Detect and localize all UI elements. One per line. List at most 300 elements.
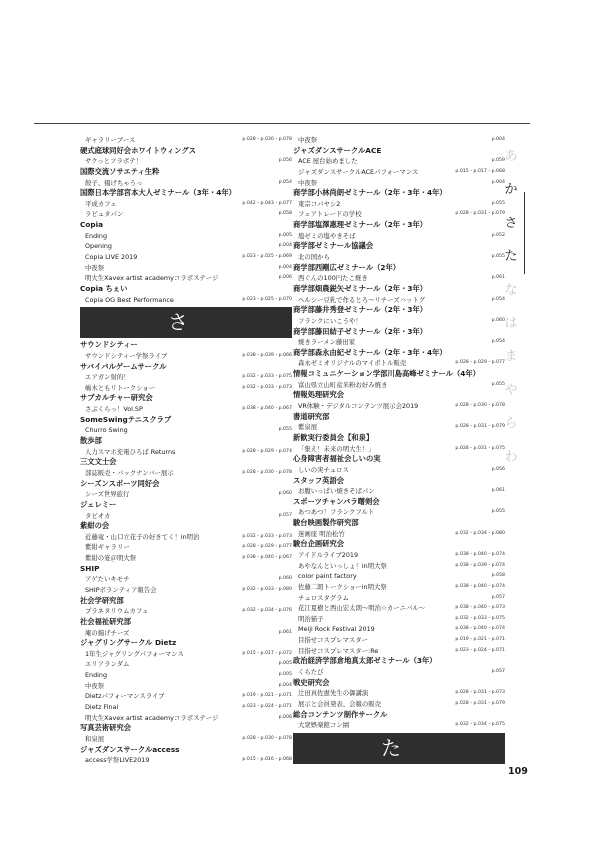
group-title: サウンドシティー	[80, 340, 138, 350]
page-refs: p.023・p.025・p.069	[242, 254, 292, 260]
group-title: 商学部小林尚朗ゼミナール（2年・3年・4年）	[293, 188, 447, 198]
event-entry	[80, 468, 292, 479]
page-refs: p.004	[491, 179, 505, 185]
group-name	[293, 263, 505, 274]
page-refs: p.061	[491, 488, 505, 494]
page-refs: p.038・p.040・p.073	[455, 605, 505, 611]
kana-index-8[interactable]: ら	[504, 416, 518, 432]
event-title: ラピュタパン	[85, 210, 124, 219]
event-title: 庵の揚げチーズ	[85, 628, 130, 637]
index-column-right	[293, 135, 505, 766]
page-refs: p.028・p.030・p.078	[242, 735, 292, 741]
event-title: 中夜祭	[298, 178, 318, 187]
page-refs: p.054	[278, 179, 292, 185]
event-title: 北の国から	[298, 253, 330, 262]
page-refs: p.004	[278, 243, 292, 249]
page-refs: p.057	[491, 669, 505, 675]
group-name	[80, 146, 292, 157]
event-title: さぶくらっ！Vol.SP	[85, 405, 143, 414]
group-name	[80, 723, 292, 734]
event-title: Churro Swing	[85, 426, 128, 435]
event-title: ヘルシー豆乳で作るとろ〜リチーズハットグ	[298, 295, 426, 304]
page-refs: p.060	[278, 491, 292, 497]
group-name	[80, 564, 292, 575]
event-entry	[80, 351, 292, 362]
event-title: 目指せコスプレマスター	[298, 636, 369, 645]
page-refs: p.032・p.034・p.075	[455, 722, 505, 728]
event-title: VR体験・デジタルコンテンツ展示会2019	[298, 402, 419, 411]
group-name	[293, 476, 505, 487]
page-refs: p.055	[491, 509, 505, 515]
group-name	[293, 539, 505, 550]
group-title: スポーツチャンバラ曙剣会	[293, 496, 380, 506]
event-entry	[293, 699, 505, 710]
event-entry	[293, 422, 505, 433]
group-title: 商学部ゼミナール協議会	[293, 241, 374, 251]
event-entry	[80, 755, 292, 766]
page-refs: p.006	[278, 714, 292, 720]
page-refs: p.028・p.031・p.073	[455, 690, 505, 696]
event-entry	[80, 252, 292, 263]
group-name	[80, 393, 292, 404]
group-name	[293, 188, 505, 199]
page-refs: p.038・p.039・p.066	[242, 352, 292, 358]
event-title: お腹いっぱい焼きそばパン	[298, 487, 375, 496]
event-title: 「集え！未来の明大生！」	[298, 444, 375, 453]
page-refs: p.032・p.033・p.075	[455, 615, 505, 621]
event-entry	[293, 444, 505, 455]
page-refs: p.038・p.040・p.074	[455, 626, 505, 632]
event-entry	[293, 167, 505, 178]
event-title: 紫泉展	[298, 423, 318, 432]
page-refs: p.038・p.040・p.067	[242, 555, 292, 561]
group-name	[80, 521, 292, 532]
event-entry	[293, 273, 505, 284]
page-refs: p.032・p.033・p.073	[242, 384, 292, 390]
event-entry	[293, 550, 505, 561]
group-title: ジャズダンスサークルaccess	[80, 744, 180, 754]
event-title: 明大生Xavex artist academyコラボステージ	[85, 713, 219, 722]
group-name	[293, 433, 505, 444]
page-refs: p.023・p.025・p.070	[242, 296, 292, 302]
group-title: 情報コミュニケーション学部川島高峰ゼミナール（4年）	[293, 369, 480, 379]
page-refs: p.015・p.017・p.068	[455, 168, 505, 174]
group-name	[293, 678, 505, 689]
event-entry	[293, 358, 505, 369]
page-refs: p.004	[278, 264, 292, 270]
event-entry	[80, 649, 292, 660]
section-header-bar	[80, 307, 292, 338]
kana-index-5[interactable]: は	[504, 315, 518, 331]
event-entry	[293, 582, 505, 593]
page-refs: p.060	[278, 576, 292, 582]
event-entry	[80, 691, 292, 702]
group-title: ジェレミー	[80, 499, 117, 509]
page-refs: p.056	[278, 158, 292, 164]
event-entry	[80, 681, 292, 692]
group-title: 紫紺の会	[80, 521, 110, 531]
page-refs: p.028・p.030・p.078	[455, 403, 505, 409]
kana-index-9[interactable]: わ	[504, 449, 518, 465]
page-refs: p.055	[491, 254, 505, 260]
group-title: 政治経済学部倉地真太郎ゼミナール（3年）	[293, 656, 437, 666]
event-entry	[80, 702, 292, 713]
page-refs: p.023・p.024・p.071	[455, 647, 505, 653]
page-refs: p.006	[278, 275, 292, 281]
page-refs: p.032・p.034・p.080	[455, 530, 505, 536]
page-refs: p.032・p.033・p.075	[242, 374, 292, 380]
group-name	[80, 617, 292, 628]
event-title: color paint factory	[298, 572, 357, 581]
event-title: 中夜祭	[85, 681, 105, 690]
event-title: 花江夏樹と西山宏太朗〜明治☆カーニバル〜	[298, 604, 426, 613]
group-title: 写真芸術研究会	[80, 723, 132, 733]
event-title: 辻田真佐憲先生の御講演	[298, 689, 369, 698]
kana-index-0[interactable]: あ	[504, 149, 518, 164]
event-title: 森永ゼミオリジナルのマイボトル販売	[298, 359, 407, 368]
page-refs: p.032・p.034・p.076	[242, 608, 292, 614]
page-refs: p.004	[278, 682, 292, 688]
group-name	[293, 656, 505, 667]
event-title: フェアトレードの学校	[298, 210, 362, 219]
page-refs: p.061	[278, 629, 292, 635]
group-title: 社会福祉研究部	[80, 616, 132, 626]
event-entry	[80, 263, 292, 274]
event-title: 目指せコスプレマスター:Re	[298, 646, 379, 655]
event-entry	[80, 209, 292, 220]
event-title: フランクにいこうや！	[298, 316, 362, 325]
event-title: 平成カフェ	[85, 199, 117, 208]
event-title: 富山県立山町産米粉お好み焼き	[298, 380, 388, 389]
event-entry	[293, 231, 505, 242]
group-title: 情報処理研究会	[293, 390, 345, 400]
event-title: プラネタリウムカフェ	[85, 607, 149, 616]
event-title: 焼きラーメン藤田家	[298, 338, 356, 347]
event-title: 近藤竜・山口立花子の好きてく！in明治	[85, 532, 200, 541]
event-entry	[293, 646, 505, 657]
page-refs: p.028・p.029・p.074	[242, 448, 292, 454]
event-title: チュロスタグラム	[298, 593, 349, 602]
event-entry	[80, 135, 292, 146]
kana-index-4[interactable]: な	[504, 282, 518, 298]
event-title: あつあつ！フランクフルト	[298, 508, 375, 517]
page-refs: p.005	[278, 661, 292, 667]
event-entry	[293, 507, 505, 518]
current-section-marker	[524, 192, 525, 274]
group-title: Copia	[80, 220, 104, 230]
event-title: Copia OG Best Performance	[85, 295, 174, 304]
event-title: 1年生ジャグリングパフォーマンス	[85, 649, 184, 658]
kana-index-6[interactable]: ま	[504, 349, 518, 365]
event-entry	[293, 295, 505, 306]
event-entry	[80, 585, 292, 596]
group-name	[80, 479, 292, 490]
event-entry	[293, 614, 505, 625]
group-title: 商学部畑農鋭矢ゼミナール（2年・3年）	[293, 283, 428, 293]
page-refs: p.057	[491, 594, 505, 600]
group-name	[80, 596, 292, 607]
group-name	[80, 745, 292, 756]
group-title: 商学部西剛広ゼミナール（2年）	[293, 262, 401, 272]
page-refs: p.015・p.017・p.072	[242, 650, 292, 656]
event-entry	[80, 734, 292, 745]
kana-index-1[interactable]: か	[504, 182, 518, 198]
event-title: Ending	[85, 231, 108, 240]
group-name	[293, 348, 505, 359]
group-name	[293, 710, 505, 721]
event-entry	[80, 199, 292, 210]
page-refs: p.023・p.024・p.071	[242, 704, 292, 710]
page-refs: p.005	[278, 232, 292, 238]
group-name	[293, 390, 505, 401]
page-refs: p.038・p.040・p.067	[242, 406, 292, 412]
group-title: 書道研究部	[293, 411, 330, 421]
group-name	[293, 518, 505, 529]
group-name	[80, 457, 292, 468]
page-refs: p.055	[491, 200, 505, 206]
event-entry	[80, 241, 292, 252]
group-title: 駿台映画製作研究部	[293, 518, 359, 528]
event-title: SHIPボランティア報告会	[85, 585, 157, 594]
group-name	[293, 327, 505, 338]
group-title: 商学部塩澤惠理ゼミナール（2年・3年）	[293, 220, 428, 230]
kana-index-2[interactable]: さ	[504, 215, 518, 231]
page-refs: p.038・p.039・p.074	[455, 562, 505, 568]
group-title: スタッフ英語会	[293, 475, 345, 485]
kana-side-index	[503, 140, 519, 474]
event-entry	[293, 624, 505, 635]
group-name	[293, 146, 505, 157]
event-title: 部誌販売・バックナンバー展示	[85, 468, 174, 477]
group-name	[293, 454, 505, 465]
event-title: エアガン射的！	[85, 373, 130, 382]
event-title: タピオカ	[85, 511, 111, 520]
event-title: Dietzパフォーマンスライブ	[85, 692, 165, 701]
group-name	[293, 369, 505, 380]
group-title: 国際交流ソサエティ生粋	[80, 166, 160, 176]
kana-index-7[interactable]: や	[504, 382, 518, 398]
event-title: シーズ世界旅行	[85, 490, 130, 499]
event-entry	[293, 178, 505, 189]
event-title: 嶋木ともリトークショー	[85, 383, 156, 392]
event-title: 和泉展	[85, 734, 105, 743]
group-title: 商学部藤井秀登ゼミナール（2年・3年）	[293, 305, 428, 315]
event-title: ギャラリーブース	[85, 136, 136, 144]
group-title: 散歩部	[80, 436, 102, 446]
event-title: しいの実チュロス	[298, 465, 349, 474]
group-name	[293, 241, 505, 252]
page-number: 109	[508, 766, 528, 777]
event-entry	[80, 606, 292, 617]
event-title: 紫紺の宴＠明大祭	[85, 554, 137, 563]
event-title: サウンドシティー学祭ライブ	[85, 351, 168, 360]
event-entry	[80, 511, 292, 522]
event-title: 中夜祭	[85, 263, 105, 272]
event-entry	[80, 425, 292, 436]
group-title: 総合コンテンツ制作サークル	[293, 709, 388, 719]
group-title: 商学部藤田結子ゼミナール（2年・3年）	[293, 326, 428, 336]
event-title: アイドルライブ2019	[298, 550, 359, 559]
group-name	[293, 305, 505, 316]
page-refs: p.004	[491, 137, 505, 142]
group-name	[80, 340, 292, 351]
event-entry	[80, 273, 292, 284]
group-title: 硬式庭球同好会ホワイトウィングス	[80, 145, 196, 155]
event-title: 紫紺ギャラリー	[85, 543, 130, 552]
event-title: 人力スマホ充電ひろば Returns	[85, 447, 176, 456]
event-entry	[293, 561, 505, 572]
event-title: 中夜祭	[298, 136, 318, 144]
event-title: 展示と会員発表、会報の販売	[298, 699, 382, 708]
page-refs: p.019・p.021・p.071	[455, 637, 505, 643]
event-title: エリアランダム	[85, 660, 130, 669]
event-title: 大衆娯楽館コン園	[298, 721, 350, 730]
page-refs: p.032・p.033・p.073	[242, 533, 292, 539]
event-entry	[80, 383, 292, 394]
index-column-left	[80, 135, 292, 766]
page-refs: p.061	[491, 275, 505, 281]
group-title: SomeSwingテニスクラブ	[80, 414, 172, 424]
page-refs: p.057	[278, 512, 292, 518]
page-refs: p.032・p.033・p.080	[242, 586, 292, 592]
event-entry	[80, 628, 292, 639]
group-title: 商学部森永由紀ゼミナール（2年・3年・4年）	[293, 347, 447, 357]
event-title: 餃子、揚げちゃうっ	[85, 178, 143, 187]
event-entry	[293, 337, 505, 348]
group-name	[293, 497, 505, 508]
group-name	[80, 362, 292, 373]
event-entry	[293, 720, 505, 731]
page-refs: p.028・p.029・p.077	[455, 360, 505, 366]
page-refs: p.060	[491, 317, 505, 323]
group-title: 社会学研究部	[80, 595, 124, 605]
group-name	[80, 167, 292, 178]
event-title: ACE 屋台始めました	[298, 157, 358, 166]
page-refs: p.028・p.031・p.075	[455, 445, 505, 451]
event-entry	[293, 571, 505, 582]
group-title: SHIP	[80, 563, 100, 573]
event-entry	[293, 486, 505, 497]
event-entry	[293, 316, 505, 327]
page-refs: p.019・p.021・p.071	[242, 693, 292, 699]
page-refs: p.055	[278, 427, 292, 433]
group-title: 新歓実行委員会【和泉】	[293, 432, 374, 442]
event-entry	[293, 380, 505, 391]
page-refs: p.055	[491, 381, 505, 387]
group-name	[293, 284, 505, 295]
group-title: ジャズダンスサークルACE	[293, 145, 382, 155]
event-title: 塩ゼミの塩やきそば	[298, 231, 356, 240]
section-kana: た	[381, 735, 401, 760]
event-entry	[293, 199, 505, 210]
event-entry	[80, 178, 292, 189]
event-entry	[293, 635, 505, 646]
page-refs: p.028・p.031・p.079	[455, 211, 505, 217]
event-entry	[80, 659, 292, 670]
event-entry	[293, 529, 505, 540]
event-entry	[293, 401, 505, 412]
group-name	[80, 638, 292, 649]
event-entry	[293, 688, 505, 699]
group-name	[80, 500, 292, 511]
event-entry	[293, 156, 505, 167]
event-entry	[80, 670, 292, 681]
group-name	[293, 412, 505, 423]
event-title: Copia LIVE 2019	[85, 253, 138, 262]
page-refs: p.058	[491, 573, 505, 579]
group-title: 国際日本学部宮本大人ゼミナール（3年・4年）	[80, 188, 236, 198]
event-entry	[80, 372, 292, 383]
page-refs: p.038・p.040・p.074	[455, 551, 505, 557]
event-title: 明治猫子	[298, 614, 324, 623]
group-title: ジャグリングサークル Dietz	[80, 638, 177, 648]
page-refs: p.059	[491, 158, 505, 164]
event-entry	[293, 135, 505, 146]
event-entry	[80, 553, 292, 564]
page-refs: p.028・p.030・p.078	[242, 469, 292, 475]
group-name	[80, 284, 292, 295]
event-entry	[80, 542, 292, 553]
group-title: サブカルチャー研究会	[80, 393, 153, 403]
section-header-bar	[293, 733, 505, 764]
section-kana: さ	[168, 310, 188, 335]
event-title: くらたび	[298, 668, 324, 677]
page-refs: p.028・p.030・p.078	[242, 137, 292, 142]
group-title: サバイバルゲームサークル	[80, 361, 167, 371]
page-refs: p.058	[278, 211, 292, 217]
group-title: 戦史研究会	[293, 677, 330, 687]
event-entry	[293, 667, 505, 678]
event-title: 迷画座 明治松竹	[298, 529, 345, 538]
group-title: シーズンスポーツ同好会	[80, 478, 160, 488]
group-name	[80, 415, 292, 426]
page-refs: p.054	[491, 339, 505, 345]
group-title: 駿台企画研究会	[293, 539, 345, 549]
page-refs: p.028・p.031・p.079	[455, 424, 505, 430]
event-title: Ending	[85, 671, 108, 680]
event-entry	[80, 574, 292, 585]
event-title: サクっとフラボテ！	[85, 157, 143, 166]
event-title: Opening	[85, 242, 112, 251]
top-rule	[34, 123, 530, 124]
event-title: アゲたいキモチ	[85, 575, 130, 584]
event-title: 明大生Xavex artist academyコラボステージ	[85, 274, 219, 283]
group-name	[80, 188, 292, 199]
page-refs: p.054	[491, 296, 505, 302]
event-entry	[80, 231, 292, 242]
kana-index-3[interactable]: た	[504, 249, 518, 265]
event-entry	[80, 447, 292, 458]
event-entry	[80, 404, 292, 415]
event-title: 東宗コパヤシ2	[298, 199, 341, 208]
event-entry	[80, 489, 292, 500]
page-refs: p.015・p.016・p.068	[242, 757, 292, 763]
group-name	[80, 436, 292, 447]
event-entry	[293, 465, 505, 476]
page-refs: p.028・p.031・p.079	[455, 700, 505, 706]
event-title: Meiji Rock Festival 2019	[298, 625, 375, 634]
group-title: 三文文士会	[80, 457, 117, 467]
page-refs: p.038・p.040・p.074	[455, 583, 505, 589]
event-title: Dietz Final	[85, 703, 119, 712]
page-refs: p.028・p.029・p.077	[242, 544, 292, 550]
event-entry	[80, 532, 292, 543]
event-title: あやなんといっしょ！in明大祭	[298, 561, 387, 570]
event-entry	[293, 209, 505, 220]
event-entry	[293, 252, 505, 263]
event-title: 西ぐんの100円たこ焼き	[298, 274, 368, 283]
event-entry	[293, 603, 505, 614]
